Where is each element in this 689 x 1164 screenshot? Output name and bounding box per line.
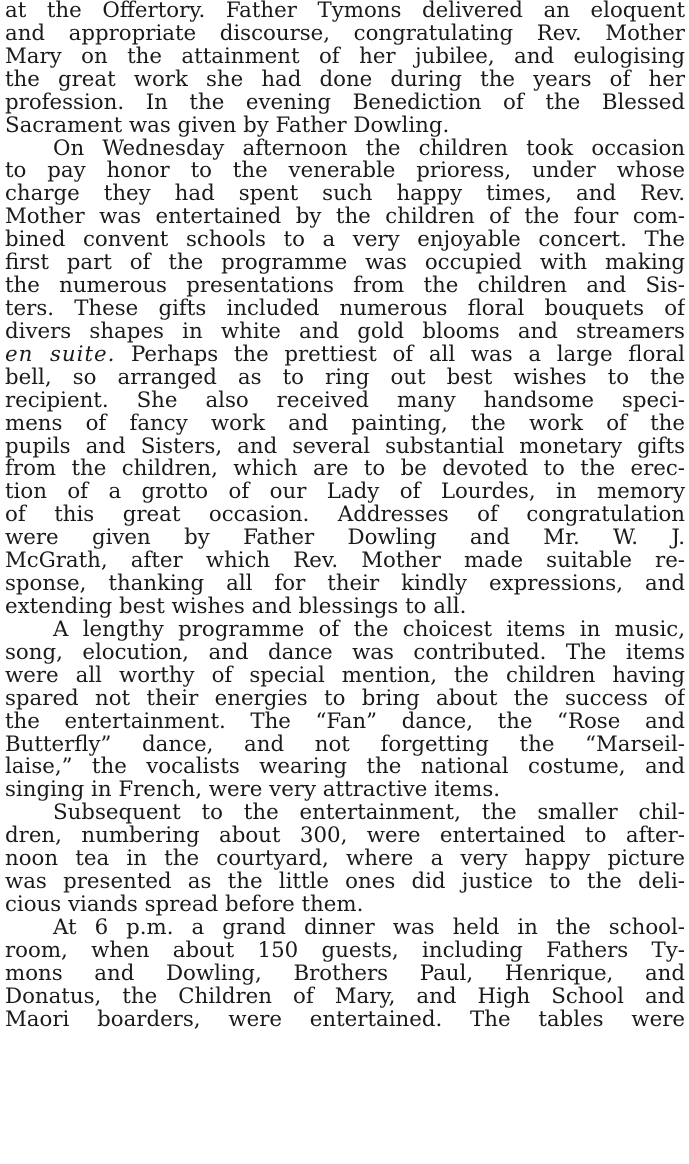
italic-phrase: en suite. xyxy=(5,343,116,367)
line-text: the great work she had done during the years of her xyxy=(5,68,685,92)
line-text: sponse, thanking all for their kindly expressions, and xyxy=(5,573,685,596)
text-line xyxy=(5,917,685,940)
text-line xyxy=(5,894,685,917)
text-line xyxy=(5,871,685,894)
line-text: A lengthy programme of the choicest items in music, xyxy=(53,618,685,642)
text-line xyxy=(5,23,685,46)
text-line xyxy=(5,779,685,802)
line-text: Mary on the attainment of her jubilee, and eulogising xyxy=(5,45,685,69)
line-text: recipient. She also received many handsome speci- xyxy=(5,389,685,413)
line-text: the entertainment. The “Fan” dance, the “Rose and xyxy=(5,710,685,734)
line-text: Subsequent to the entertainment, the smaller chil- xyxy=(53,802,685,826)
text-line xyxy=(5,619,685,642)
text-line xyxy=(5,1009,685,1032)
line-text: and appropriate discourse, congratulating Rev. Mother xyxy=(5,22,685,46)
line-text: tion of a grotto of our Lady of Lourdes, in memory xyxy=(5,481,685,505)
text-line xyxy=(5,206,685,229)
text-line xyxy=(5,138,685,161)
line-text: of this great occasion. Addresses of congratulation xyxy=(5,504,685,528)
text-line xyxy=(5,298,685,321)
line-text: pupils and Sisters, and several substantial monetary gifts xyxy=(5,435,685,459)
text-line xyxy=(5,734,685,757)
line-text: song, elocution, and dance was contributed. The items xyxy=(5,641,685,665)
line-text: bell, so arranged as to ring out best wishes to the xyxy=(5,366,685,390)
line-text: dren, numbering about 300, were entertained to after- xyxy=(5,825,685,849)
line-text: noon tea in the courtyard, where a very happy picture xyxy=(5,848,685,872)
text-line xyxy=(5,986,685,1009)
line-text: Mother was entertained by the children of the four com- xyxy=(5,206,685,230)
line-text: cious viands spread before them. xyxy=(5,893,364,917)
line-text: at the Offertory. Father Tymons delivered an eloquent xyxy=(5,0,685,23)
text-line xyxy=(5,756,685,779)
line-text: room, when about 150 guests, including Fathers Ty- xyxy=(5,939,685,963)
line-text: singing in French, were very attractive items. xyxy=(5,779,501,803)
line-text: were given by Father Dowling and Mr. W. J. xyxy=(5,527,685,551)
text-line xyxy=(5,642,685,665)
text-line xyxy=(5,69,685,92)
line-text: bined convent schools to a very enjoyable concert. The xyxy=(5,229,685,253)
text-line xyxy=(5,436,685,459)
text-line xyxy=(5,275,685,298)
line-text: Maori boarders, were entertained. The tables were xyxy=(5,1008,685,1032)
line-text: Butterfly” dance, and not forgetting the “Marseil- xyxy=(5,733,685,757)
text-line xyxy=(5,825,685,848)
text-line xyxy=(5,390,685,413)
text-line xyxy=(5,802,685,825)
line-text: the numerous presentations from the children and Sis- xyxy=(5,275,685,298)
line-text: first part of the programme was occupied with making xyxy=(5,252,685,276)
line-text: was presented as the little ones did justice to the deli- xyxy=(5,871,685,894)
line-text: profession. In the evening Benediction of the Blessed xyxy=(5,91,685,115)
line-text: to pay honor to the venerable prioress, under whose xyxy=(5,160,685,184)
text-line xyxy=(5,688,685,711)
text-line xyxy=(5,413,685,436)
line-text: McGrath, after which Rev. Mother made suitable re- xyxy=(5,550,685,574)
line-text: spared not their energies to bring about the success of xyxy=(5,687,685,711)
text-line xyxy=(5,963,685,986)
text-line xyxy=(5,252,685,275)
line-text: were all worthy of special mention, the children having xyxy=(5,664,685,688)
text-line xyxy=(5,481,685,504)
text-line xyxy=(5,711,685,734)
text-line xyxy=(5,940,685,963)
text-line xyxy=(5,46,685,69)
line-text: extending best wishes and blessings to all. xyxy=(5,595,467,619)
text-line xyxy=(5,229,685,252)
text-line xyxy=(5,321,685,344)
article-body xyxy=(5,0,685,1031)
text-line xyxy=(5,596,685,619)
text-line xyxy=(5,367,685,390)
line-text: mens of fancy work and painting, the work of the xyxy=(5,412,685,436)
text-line xyxy=(5,665,685,688)
line-text: mons and Dowling, Brothers Paul, Henrique, and xyxy=(5,962,685,986)
line-text: Perhaps the prettiest of all was a large floral xyxy=(115,343,685,367)
text-line xyxy=(5,0,685,23)
text-line xyxy=(5,504,685,527)
line-text: Donatus, the Children of Mary, and High School and xyxy=(5,985,685,1009)
line-text: On Wednesday afternoon the children took occasion xyxy=(53,137,685,161)
line-text: laise,” the vocalists wearing the national costume, and xyxy=(5,756,685,780)
text-line xyxy=(5,115,685,138)
line-text: charge they had spent such happy times, and Rev. xyxy=(5,183,685,207)
text-line xyxy=(5,344,685,367)
text-line xyxy=(5,527,685,550)
text-line xyxy=(5,183,685,206)
line-text: Sacrament was given by Father Dowling. xyxy=(5,114,450,138)
text-line xyxy=(5,160,685,183)
line-text: At 6 p.m. a grand dinner was held in the school- xyxy=(53,916,685,940)
text-line xyxy=(5,458,685,481)
text-line xyxy=(5,848,685,871)
line-text: divers shapes in white and gold blooms and streamers xyxy=(5,320,685,344)
text-line xyxy=(5,92,685,115)
line-text: ters. These gifts included numerous floral bouquets of xyxy=(5,297,685,321)
line-text: from the children, which are to be devoted to the erec- xyxy=(5,458,685,482)
text-line xyxy=(5,573,685,596)
text-line xyxy=(5,550,685,573)
